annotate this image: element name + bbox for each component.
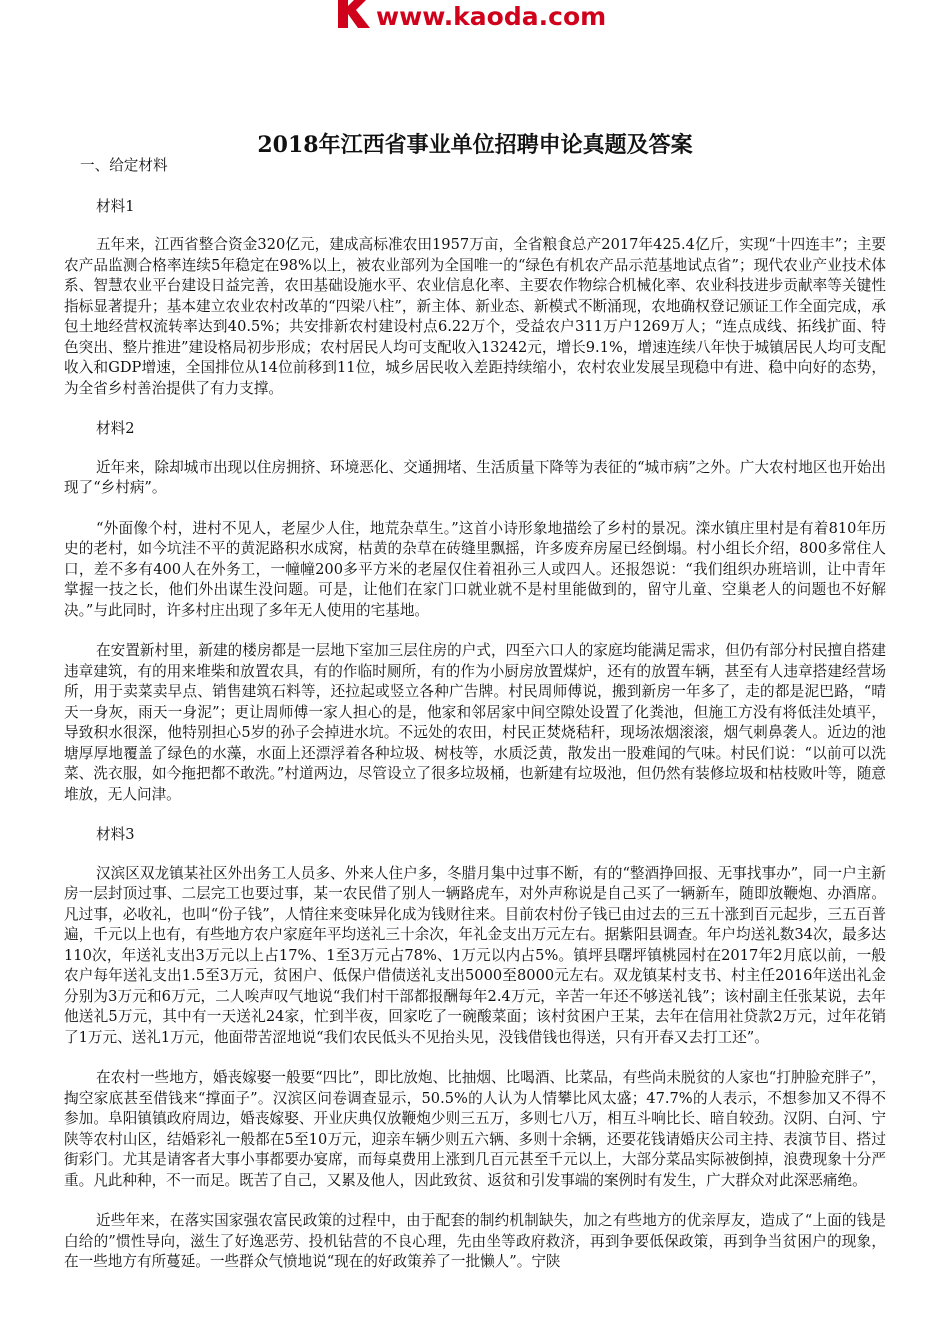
kaoda-logo-icon xyxy=(336,0,376,30)
material-label: 材料1 xyxy=(96,197,135,215)
material-block-2 xyxy=(64,419,886,805)
paragraph: 在安置新村里，新建的楼房都是一层地下室加三层住房的户式，四至六口人的家庭均能满足需求，但仍有部分村民擅自搭建违章建筑，有的用来堆柴和放置农具，有的作临时厕所，有的作为小厨房放置煤炉，还有的放置车辆，甚至有人违章搭建经营场所，用于卖菜卖早点、销售建筑石料等，还拉起或竖立各种广告牌。村民周师傅说，搬到新房一年多了，走的都是泥巴路，“晴天一身灰，雨天一身泥”；更让周师傅一家人担心的是，他家和邻居家中间空隙处设置了化粪池，但施工方没有将低洼处填平，导致积水很深，他特别担心5岁的孙子会掉进水坑。不远处的农田，村民正焚烧秸秆，现场浓烟滚滚，烟气刺鼻袭人。近边的池塘厚厚地覆盖了绿色的水藻，水面上还漂浮着各种垃圾、树枝等，水质泛黄，散发出一股难闻的气味。村民们说：“以前可以洗菜、洗衣服，如今拖把都不敢洗。”村道两边，尽管设立了很多垃圾桶，也新建有垃圾池，但仍然有装修垃圾和枯枝败叶等，随意堆放，无人问津。 xyxy=(64,642,886,803)
document-title: 2018年江西省事业单位招聘申论真题及答案 xyxy=(257,132,693,158)
site-url[interactable]: www.kaoda.com xyxy=(376,2,607,31)
section-heading: 一、给定材料 xyxy=(80,157,168,174)
material-label: 材料3 xyxy=(96,826,135,843)
paragraph: 近些年来，在落实国家强农富民政策的过程中，由于配套的制约机制缺失，加之有些地方的优亲厚友，造成了“上面的钱是白给的”惯性导向，滋生了好逸恶劳、投机钻营的不良心理，先由坐等政府救济，再到争要低保政策，再到争当贫困户的现象，在一些地方有所蔓延。一些群众气愤地说“现在的好政策养了一批懒人”。宁陕 xyxy=(64,1212,886,1270)
document-body xyxy=(64,156,886,1293)
paragraph: “外面像个村，进村不见人，老屋少人住，地荒杂草生。”这首小诗形象地描绘了乡村的景况。滦水镇庄里村是有着810年历史的老村，如今坑洼不平的黄泥路积水成窝，枯黄的杂草在砖缝里飘摇，许多废弃房屋已经倒塌。村小组长介绍，800多常住人口，差不多有400人在外务工，一幢幢200多平方米的老屋仅住着祖孙三人或四人。还报怨说：“我们组织办班培训，让中青年掌握一技之长，他们外出谋生没问题。可是，让他们在家门口就业就不是村里能做到的，留守儿童、空巢老人的问题也不好解决。”与此同时，许多村庄出现了多年无人使用的宅基地。 xyxy=(64,519,886,619)
paragraph: 近年来，除却城市出现以住房拥挤、环境恶化、交通拥堵、生活质量下降等为表征的“城市病”之外。广大农村地区也开始出现了“乡村病”。 xyxy=(64,458,886,496)
paragraph: 汉滨区双龙镇某社区外出务工人员多、外来人住户多，冬腊月集中过事不断，有的“整酒挣回报、无事找事办”，同一户主新房一层封顶过事、二层完工也要过事，某一农民借了别人一辆路虎车，对外声称说是自己买了一辆新车，随即放鞭炮、办酒席。凡过事，必收礼，也叫“份子钱”，人情往来变味异化成为钱财往来。目前农村份子钱已由过去的三五十涨到百元起步，三五百普遍，千元以上也有，有些地方农户家庭年平均送礼三十余次，年礼金支出万元左右。据紫阳县调查。年户均送礼数34次，最多达110次，年送礼支出3万元以上占17%、1至3万元占78%、1万元以内占5%。镇坪县曙坪镇桃园村在2017年2月底以前，一般农户每年送礼支出1.5至3万元，贫困户、低保户借债送礼支出5000至8000元左右。双龙镇某村支书、村主任2016年送出礼金分别为3万元和6万元，二人唉声叹气地说“我们村干部都报酬每年2.4万元，辛苦一年还不够送礼钱”；该村副主任张某说，去年他送礼5万元，其中有一天送礼24家，忙到半夜，回家吃了一碗酸菜面；该村贫困户王某，去年在信用社贷款2万元，过年花销了1万元、送礼1万元，他面带苦涩地说“我们农民低头不见抬头见，没钱借钱也得送，只有开春又去打工还”。 xyxy=(64,864,886,1046)
site-header xyxy=(0,0,950,44)
paragraph: 在农村一些地方，婚丧嫁娶一般要“四比”，即比放炮、比抽烟、比喝酒、比菜品，有些尚未脱贫的人家也“打肿脸充胖子”，掏空家底甚至借钱来“撑面子”。汉滨区问卷调查显示，50.5%的人认为人情攀比风太盛；47.7%的人表示，不想参加又不得不参加。阜阳镇镇政府周边，婚丧嫁娶、开业庆典仅放鞭炮少则三五万，多则七八万，相互斗响比长、暗自较劲。汉阴、白河、宁陕等农村山区，结婚彩礼一般都在5至10万元，迎亲车辆少则五六辆、多则十余辆，还要花钱请婚庆公司主持、表演节目、搭过街彩门。尤其是请客者大事小事都要办宴席，而每桌费用上涨到几百元甚至千元以上，大部分菜品实际被倒掉，浪费现象十分严重。凡此种种，不一而足。既苦了自己，又累及他人，因此致贫、返贫和引发事端的案例时有发生，广大群众对此深恶痛绝。 xyxy=(64,1069,886,1189)
material-block-3 xyxy=(64,825,886,1273)
material-block-1 xyxy=(64,197,886,400)
material-label: 材料2 xyxy=(96,420,135,437)
paragraph: 五年来，江西省整合资金320亿元，建成高标准农田1957万亩，全省粮食总产2017年425.4亿斤，实现“十四连丰”；主要农产品监测合格率连续5年稳定在98%以上，被农业部列为全国唯一的“绿色有机农产品示范基地试点省”；现代农业产业技术体系、智慧农业平台建设日益完善，农田基础设施水平、农业信息化率、主要农作物综合机械化率、农业科技进步贡献率等关键性指标显著提升；基本建立农业农村改革的“四梁八柱”，新主体、新业态、新模式不断涌现，农地确权登记颁证工作全面完成，承包土地经营权流转率达到40.5%；共安排新农村建设村点6.22万个，受益农户311万户1269万人；“连点成线、拓线扩面、特色突出、整片推进”建设格局初步形成；农村居民人均可支配收入13242元，增长9.1%，增速连续八年快于城镇居民人均可支配收入和GDP增速，全国排位从14位前移到11位，城乡居民收入差距持续缩小，农村农业发展呈现稳中有进、稳中向好的态势，为全省乡村善治提供了有力支撑。 xyxy=(64,236,886,397)
